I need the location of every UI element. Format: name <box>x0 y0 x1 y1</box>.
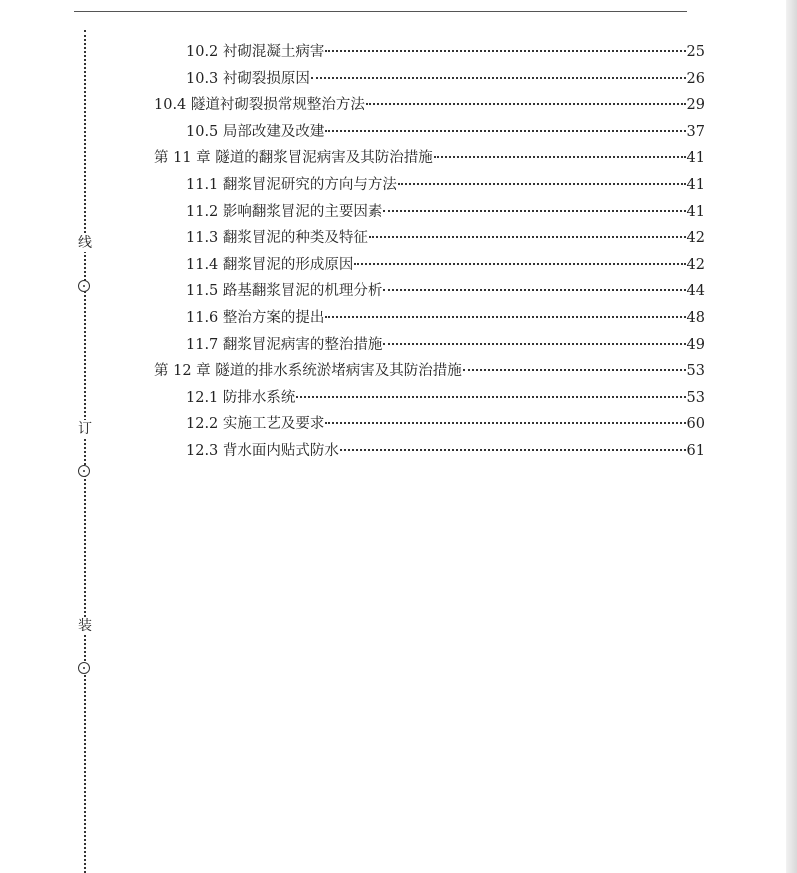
toc-dot-leader <box>366 103 686 105</box>
toc-entry[interactable] <box>150 412 705 439</box>
toc-entry[interactable] <box>150 173 705 200</box>
binding-label-ding: 订 <box>78 421 92 437</box>
page-edge-shadow <box>786 0 797 873</box>
binding-hole-middle <box>78 465 90 477</box>
toc-dot-leader <box>325 422 685 424</box>
toc-page-number: 49 <box>686 336 705 353</box>
toc-entry[interactable] <box>150 93 705 120</box>
toc-entry-title: 12.2 实施工艺及要求 <box>186 416 325 433</box>
toc-dot-leader <box>398 183 686 185</box>
toc-entry[interactable] <box>150 439 705 466</box>
toc-page-number: 41 <box>686 203 705 220</box>
toc-entry[interactable] <box>150 200 705 227</box>
toc-dot-leader <box>296 396 685 398</box>
toc-entry-title: 10.2 衬砌混凝土病害 <box>186 44 325 60</box>
toc-page-number: 53 <box>686 389 705 406</box>
toc-dot-leader <box>383 343 685 345</box>
binding-margin-line <box>84 30 86 873</box>
toc-entry-title: 11.3 翻浆冒泥的种类及特征 <box>186 230 368 247</box>
header-rule <box>74 11 687 12</box>
toc-entry-title: 第 11 章 隧道的翻浆冒泥病害及其防治措施 <box>154 150 433 167</box>
toc-page-number: 48 <box>686 309 705 326</box>
toc-dot-leader <box>311 77 686 79</box>
table-of-contents <box>150 40 705 466</box>
toc-dot-leader <box>354 263 685 265</box>
toc-entry[interactable] <box>150 146 705 173</box>
toc-page-number: 29 <box>686 97 705 114</box>
toc-entry[interactable] <box>150 306 705 333</box>
toc-entry[interactable] <box>150 333 705 360</box>
toc-entry-title: 12.3 背水面内贴式防水 <box>186 442 339 459</box>
toc-page-number: 37 <box>686 123 705 140</box>
toc-entry[interactable] <box>150 253 705 280</box>
binding-hole-top <box>78 280 90 292</box>
toc-page-number: 44 <box>686 283 705 300</box>
toc-entry-title: 10.3 衬砌裂损原因 <box>186 70 310 87</box>
toc-dot-leader <box>325 316 685 318</box>
binding-label-zhuang: 装 <box>78 618 92 634</box>
toc-entry-title: 11.5 路基翻浆冒泥的机理分析 <box>186 283 383 300</box>
toc-dot-leader <box>325 50 685 52</box>
toc-page-number: 42 <box>686 230 705 247</box>
toc-entry[interactable] <box>150 279 705 306</box>
toc-entry-title: 11.6 整治方案的提出 <box>186 309 325 326</box>
toc-entry[interactable] <box>150 386 705 413</box>
binding-hole-bottom <box>78 662 90 674</box>
toc-entry-title: 第 12 章 隧道的排水系统淤堵病害及其防治措施 <box>154 363 462 380</box>
toc-page-number: 26 <box>686 70 705 87</box>
toc-dot-leader <box>463 369 686 371</box>
toc-page-number: 61 <box>686 442 705 459</box>
toc-page-number: 42 <box>686 256 705 273</box>
toc-entry-title: 12.1 防排水系统 <box>186 389 296 406</box>
toc-page-number: 41 <box>686 150 705 167</box>
toc-entry-title: 11.4 翻浆冒泥的形成原因 <box>186 256 354 273</box>
toc-entry-title: 10.5 局部改建及改建 <box>186 123 325 140</box>
toc-entry-title: 11.7 翻浆冒泥病害的整治措施 <box>186 336 383 353</box>
toc-dot-leader <box>383 210 685 212</box>
toc-dot-leader <box>369 236 686 238</box>
toc-page-number: 53 <box>686 363 705 380</box>
toc-entry[interactable] <box>150 359 705 386</box>
toc-entry[interactable] <box>150 40 705 67</box>
toc-dot-leader <box>340 449 686 451</box>
toc-dot-leader <box>325 130 685 132</box>
toc-entry[interactable] <box>150 120 705 147</box>
toc-dot-leader <box>434 156 686 158</box>
toc-entry-title: 10.4 隧道衬砌裂损常规整治方法 <box>154 97 365 114</box>
toc-page-number: 25 <box>686 44 705 60</box>
toc-dot-leader <box>383 289 685 291</box>
toc-page-number: 60 <box>686 416 705 433</box>
toc-entry-title: 11.1 翻浆冒泥研究的方向与方法 <box>186 176 397 193</box>
toc-entry[interactable] <box>150 67 705 94</box>
binding-label-xian: 线 <box>78 235 92 251</box>
toc-entry-title: 11.2 影响翻浆冒泥的主要因素 <box>186 203 383 220</box>
toc-page-number: 41 <box>686 176 705 193</box>
toc-entry[interactable] <box>150 226 705 253</box>
